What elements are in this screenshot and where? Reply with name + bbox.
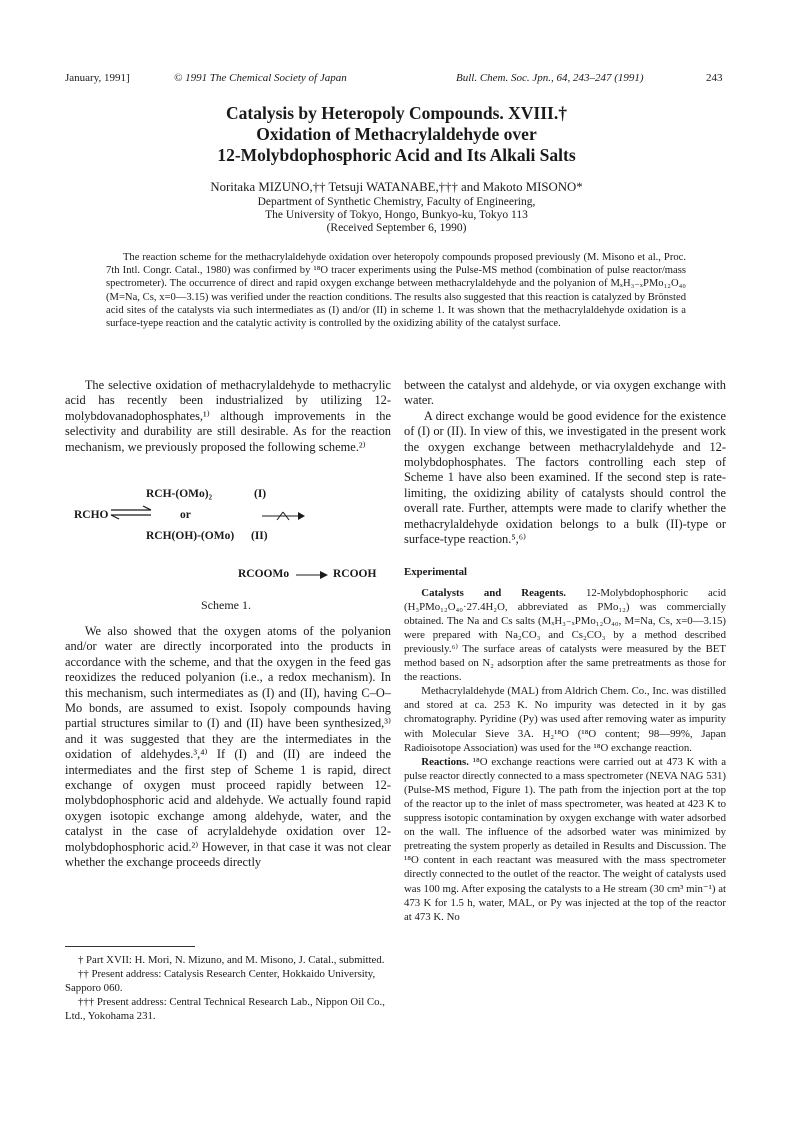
- right-column: [404, 378, 726, 924]
- methacrylaldehyde-paragraph: Methacrylaldehyde (MAL) from Aldrich Chem. Co., Inc. was distilled and stored at ca. 253 K. No impurity was detected in it by gas chromatography. Pyridine (Py) was used after removing water as impurity with Molecular Sieve 3A. H₂¹⁸O (¹⁸O content; 98—99%, Japan Radioisotope Association) was used for the ¹⁸O exchange reaction.: [404, 685, 726, 754]
- equilibrium-arrow: [109, 505, 154, 521]
- intro-paragraph-1: The selective oxidation of methacrylaldehyde to methacrylic acid has recently been industrialized by utilizing 12-molybdovanadophosphates,¹⁾ although improvements in the selectivity and durability are still desirable. As for the reaction mechanism, we previously proposed the following scheme.²⁾: [65, 378, 391, 454]
- footnote-rule: [65, 946, 195, 947]
- page-number: 243: [706, 72, 723, 84]
- catalysts-heading: Catalysts and Reagents.: [421, 586, 566, 599]
- received-date: (Received September 6, 1990): [326, 222, 467, 234]
- right-paragraph-2: A direct exchange would be good evidence for the existence of (I) or (II). In view of this, we investigated in the present work the oxygen exchange between methacrylaldehyde and 12-molybdophosphates. The factors controlling each step of Scheme 1 have also been examined. If the second step is rate-limiting, the oxidizing ability of catalysts should control the overall rate. Further, attempts were made to clarify whether the methacrylaldehyde oxidation belongs to a bulk (II)-type or surface-type reaction.⁵,⁶⁾: [404, 408, 726, 547]
- scheme-caption: Scheme 1.: [201, 598, 251, 612]
- footnote-3: ††† Present address: Central Technical Research Lab., Nippon Oil Co., Ltd., Yokohama 231.: [65, 996, 385, 1022]
- scheme-reactant: RCHO: [74, 509, 109, 521]
- scheme-intermediate-2: RCH(OH)-(OMo): [146, 530, 235, 542]
- catalysts-paragraph: [404, 586, 726, 685]
- running-header-date: January, 1991]: [65, 72, 130, 84]
- scheme-or: or: [180, 509, 191, 521]
- right-paragraph-1: between the catalyst and aldehyde, or via oxygen exchange with water.: [404, 378, 726, 408]
- left-column-lower: [65, 624, 391, 871]
- abstract: The reaction scheme for the methacrylaldehyde oxidation over heteropoly compounds proposed previously (M. Misono et al., Proc. 7th Intl. Congr. Catal., 1980) was confirmed by ¹⁸O tracer experiments using the Pulse-MS method (combination of pulse reactor/mass spectrometer). The occurrence of direct and rapid oxygen exchange between methacrylaldehyde and the polyanion of MₓH₃₋ₓPMo₁₂O₄₀ (M=Na, Cs, x=0—3.15) was verified under the reaction conditions. The results also suggested that this reaction is catalyzed by Brönsted acid sites of the catalysts via such intermediates as (I) and/or (II) in scheme 1. It was shown that the methacrylaldehyde oxidation is a surface-tyepe reaction and the catalytic activity is controlled by the oxidizing ability of the catalyst surface.: [106, 252, 686, 330]
- scheme-intermediate-1: RCH-(OMo)₂: [146, 488, 213, 500]
- title-line-3: 12-Molybdophosphoric Acid and Its Alkali Salts: [217, 145, 576, 165]
- affiliation-line-1: Department of Synthetic Chemistry, Faculty of Engineering,: [257, 196, 536, 208]
- title-line-1: Catalysis by Heteropoly Compounds. XVIII.†: [226, 103, 567, 123]
- left-column: [65, 378, 391, 455]
- catalysts-text: 12-Molybdophosphoric acid (H₃PMo₁₂O₄₀·27.4H₂O, abbreviated as PMo₁₂) was commercially obtained. The Na and Cs salts (MₓH₃₋ₓPMo₁₂O₄₀, M=Na, Cs, x=0—3.15) were prepared with Na₂CO₃ and Cs₂CO₃ by a method described previously.⁶⁾ The surface areas of catalysts were measured by the BET method based on N₂ adsorption after the same pretreatments as those for the reactions.: [404, 586, 726, 684]
- product-arrow: [294, 568, 330, 582]
- running-header-copyright: © 1991 The Chemical Society of Japan: [174, 72, 347, 84]
- intro-paragraph-2: We also showed that the oxygen atoms of the polyanion and/or water are directly incorporated into the products in accordance with the scheme, and that the oxygen in the feed gas reoxidizes the reduced polyanion (i.e., a redox mechanism). In this mechanism, such intermediates as (I) and (II), having C–O–Mo bonds, are assumed to exist. Isopoly compounds having partial structures similar to (I) and (II) have been synthesized,³⁾ and it was suggested that they are the intermediates in the oxidation of aldehydes.³,⁴⁾ If (I) and (II) are indeed the intermediates and the first step of Scheme 1 is rapid, direct exchange of oxygen must proceed rapidly between 12-molybdophosphoric acid and aldehyde. We actually found rapid oxygen isotopic exchange among aldehyde, water, and the catalyst in the case of acrylaldehyde oxidation over 12-molybdophosphoric acid.²⁾ However, in that case it was not clear whether the exchange proceeds directly: [65, 624, 391, 870]
- footnote-1: † Part XVII: H. Mori, N. Mizuno, and M. Misono, J. Catal., submitted.: [77, 954, 385, 966]
- section-heading-experimental: Experimental: [404, 566, 467, 579]
- scheme-product-salt: RCOOMo: [238, 568, 290, 580]
- scheme-label-2: (II): [251, 530, 268, 542]
- running-header-citation: Bull. Chem. Soc. Jpn., 64, 243–247 (1991): [456, 72, 644, 84]
- scheme-product-acid: RCOOH: [333, 568, 377, 580]
- footnote-2: †† Present address: Catalysis Research Center, Hokkaido University, Sapporo 060.: [65, 968, 376, 994]
- scheme-label-1: (I): [254, 488, 267, 500]
- reaction-arrow: [260, 509, 306, 523]
- title-line-2: Oxidation of Methacrylaldehyde over: [256, 124, 537, 144]
- reactions-paragraph: [404, 755, 726, 924]
- reactions-heading: Reactions.: [421, 755, 469, 768]
- footnotes: [65, 953, 391, 1023]
- reactions-text: ¹⁸O exchange reactions were carried out at 473 K with a pulse reactor directly connected to a mass spectrometer (NEVA NAG 531) (Pulse-MS method, Figure 1). The path from the injection port at the top of the reactor up to the inlet of mass spectrometer, was heated at 423 K to suppress isotopic contamination by oxygen exchange with water adsorbed on the wall. The influence of the adsorbed water was minimized by pretreating the system properly as detailed in Results and Discussion. The ¹⁸O content in each reactant was measured with the mass spectrometer directly connected to the outlet of the reactor. The weight of catalysts used was 100 mg. After exposing the catalysts to a He stream (30 cm³ min⁻¹) at 473 K for 1.5 h, water, MAL, or Py was injected at the top of the reactor at 473 K. No: [404, 755, 726, 923]
- affiliation-line-2: The University of Tokyo, Hongo, Bunkyo-ku, Tokyo 113: [265, 209, 528, 221]
- author-list: Noritaka MIZUNO,†† Tetsuji WATANABE,††† and Makoto MISONO*: [210, 180, 583, 194]
